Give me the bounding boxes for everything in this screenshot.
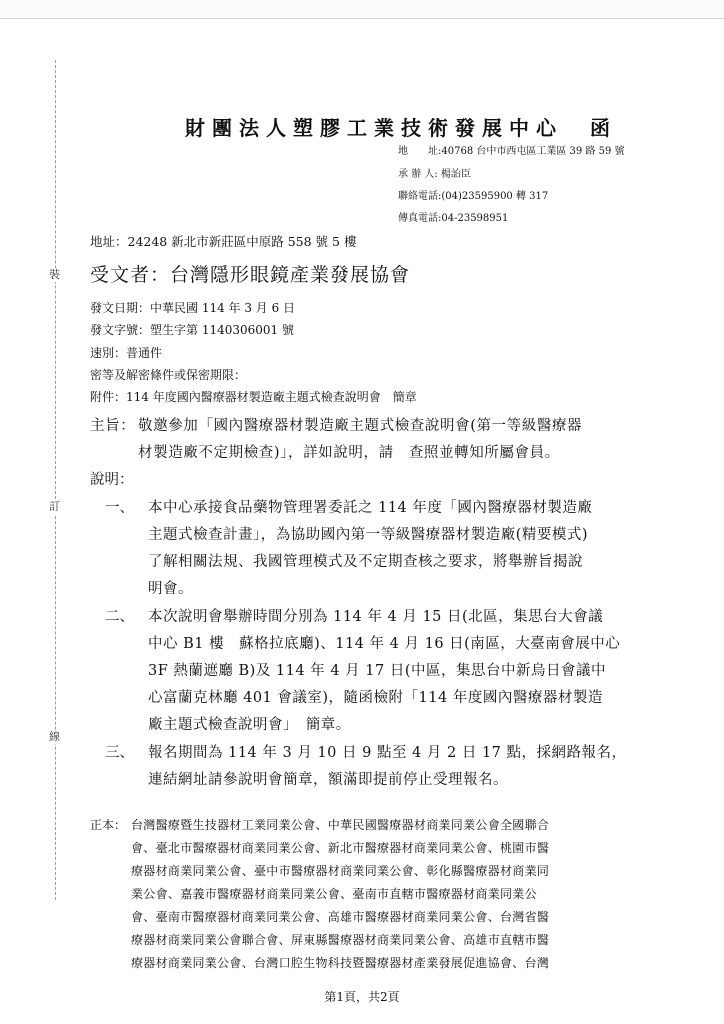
attachment: 附件：114 年度國內醫療器材製造廠主題式檢查說明會 簡章 <box>90 390 417 404</box>
copies-line: 業公會、嘉義市醫療器材商業同業公會、臺南市直轄市醫療器材商業同業公 <box>131 887 537 901</box>
sender-phone: 聯絡電話:(04)23595900 轉 317 <box>398 191 549 202</box>
confidentiality: 密等及解密條件或保密期限： <box>90 368 247 382</box>
binding-line <box>55 60 56 900</box>
subject-label: 主旨： <box>90 418 136 434</box>
document-title: 財團法人塑膠工業技術發展中心 函 <box>185 116 617 140</box>
item-line: 3F 熱蘭遮廳 B)及 114 年 4 月 17 日(中區，集思台中新烏日會議中 <box>148 663 606 679</box>
item-number: 一、 <box>105 500 134 516</box>
copies-line: 療器材商業同業公會、臺中市醫療器材商業同業公會、彰化縣醫療器材商業同 <box>131 864 550 878</box>
subject-line: 敬邀參加「國內醫療器材製造廠主題式檢查說明會(第一等級醫療器 <box>138 418 583 434</box>
document-number: 發文字號：塑生字第 1140306001 號 <box>90 323 294 337</box>
delivery-speed: 速別：普通件 <box>90 346 163 360</box>
item-number: 三、 <box>105 745 134 761</box>
item-line: 了解相關法規、我國管理模式及不定期查核之要求，將舉辦旨揭說 <box>148 554 583 570</box>
page-number: 第1頁，共2頁 <box>324 990 400 1004</box>
issue-date: 發文日期：中華民國 114 年 3 月 6 日 <box>90 301 296 315</box>
item-number: 二、 <box>105 609 134 625</box>
binding-mark-xian: 線 <box>49 730 60 743</box>
explanation-label: 說明： <box>90 472 134 488</box>
copies-line: 療器材商業同業公會、台灣口腔生物科技暨醫療器材產業發展促進協會、台灣 <box>131 956 550 970</box>
item-line: 心富蘭克林廳 401 會議室)，隨函檢附「114 年度國內醫療器材製造 <box>148 690 603 706</box>
copies-label: 正本： <box>90 818 127 832</box>
item-line: 連結網址請參說明會簡章，額滿即提前停止受理報名。 <box>148 772 508 788</box>
item-line: 中心 B1 樓 蘇格拉底廳)、114 年 4 月 16 日(南區，大臺南會展中心 <box>148 636 621 652</box>
copies-line: 台灣醫療暨生技器材工業同業公會、中華民國醫療器材商業同業公會全國聯合 <box>131 818 550 832</box>
sender-contact: 承 辦 人: 楊詒臣 <box>398 169 471 180</box>
binding-mark-zhuang: 裝 <box>49 268 60 281</box>
item-line: 明會。 <box>148 581 193 597</box>
copies-line: 會、臺南市醫療器材商業同業公會、高雄市醫療器材商業同業公會、台灣省醫 <box>131 910 550 924</box>
item-line: 主題式檢查計畫」，為協助國內第一等級醫療器材製造廠(精要模式) <box>148 527 589 543</box>
item-line: 廠主題式檢查說明會」 簡章。 <box>148 717 351 733</box>
item-line: 報名期間為 114 年 3 月 10 日 9 點至 4 月 2 日 17 點，採網路報名， <box>148 745 627 761</box>
item-line: 本次說明會舉辦時間分別為 114 年 4 月 15 日(北區，集思台大會議 <box>148 609 604 625</box>
binding-mark-ding: 訂 <box>49 500 60 513</box>
copies-line: 會、臺北市醫療器材商業同業公會、新北市醫療器材商業同業公會、桃園市醫 <box>131 841 550 855</box>
sender-address: 地 址:40768 台中市西屯區工業區 39 路 59 號 <box>398 146 625 157</box>
sender-fax: 傳真電話:04-23598951 <box>398 213 509 224</box>
recipient-address: 地址：24248 新北市新莊區中原路 558 號 5 樓 <box>90 234 357 249</box>
recipient: 受文者：台灣隱形眼鏡產業發展協會 <box>90 264 411 286</box>
scan-top-edge <box>0 0 724 19</box>
subject-line: 材製造廠不定期檢查)」，詳如說明，請 查照並轉知所屬會員。 <box>138 445 560 461</box>
item-line: 本中心承接食品藥物管理署委託之 114 年度「國內醫療器材製造廠 <box>148 500 593 516</box>
copies-line: 療器材商業同業公會聯合會、屏東縣醫療器材商業同業公會、高雄市直轄市醫 <box>131 933 550 947</box>
